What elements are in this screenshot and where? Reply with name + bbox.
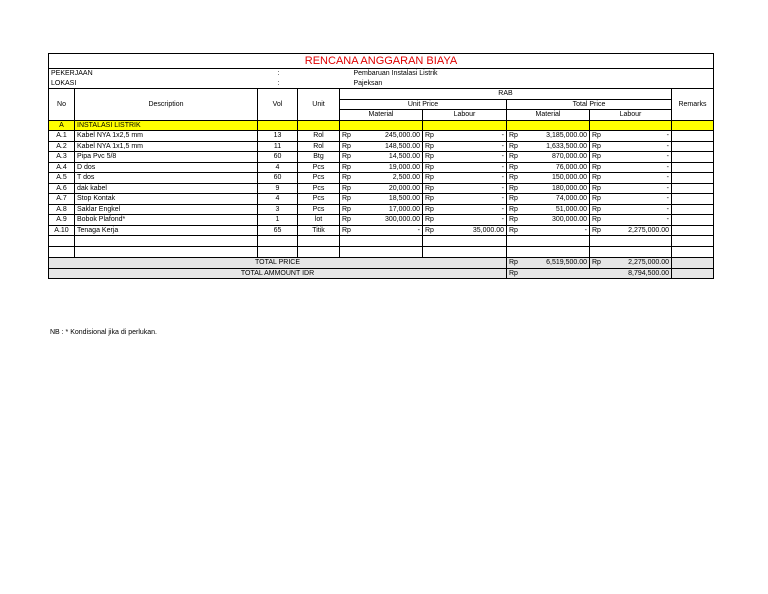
currency-label: Rp — [590, 215, 602, 226]
unit-price-labour: - — [435, 141, 507, 152]
total-price-material: 180,000.00 — [519, 183, 590, 194]
total-price-material: - — [519, 225, 590, 236]
currency-label: Rp — [507, 194, 519, 205]
item-unit: Pcs — [298, 162, 340, 173]
lokasi-sep: : — [258, 79, 352, 89]
currency-label: Rp — [340, 141, 352, 152]
item-vol: 1 — [258, 215, 298, 226]
header-up-material: Material — [340, 110, 423, 121]
total-amount-value: 8,794,500.00 — [519, 268, 672, 279]
currency-label: Rp — [590, 141, 602, 152]
item-unit: Pcs — [298, 183, 340, 194]
item-no: A.5 — [49, 173, 75, 184]
item-no: A.10 — [49, 225, 75, 236]
currency-label: Rp — [507, 183, 519, 194]
item-remarks — [672, 131, 714, 142]
item-vol: 9 — [258, 183, 298, 194]
item-unit: Pcs — [298, 194, 340, 205]
pekerjaan-label: PEKERJAAN — [49, 69, 258, 79]
header-unit-price: Unit Price — [340, 99, 507, 110]
unit-price-labour: - — [435, 194, 507, 205]
currency-label: Rp — [507, 173, 519, 184]
currency-label: Rp — [507, 152, 519, 163]
item-vol: 13 — [258, 131, 298, 142]
currency-label: Rp — [590, 131, 602, 142]
lokasi-value: Pajeksan — [352, 79, 714, 89]
item-description: Pipa Pvc 5/8 — [75, 152, 258, 163]
item-description: D dos — [75, 162, 258, 173]
item-description: Kabel NYA 1x2,5 mm — [75, 131, 258, 142]
currency-label: Rp — [590, 194, 602, 205]
unit-price-material: 14,500.00 — [352, 152, 423, 163]
total-price-material: 76,000.00 — [519, 162, 590, 173]
unit-price-labour: - — [435, 162, 507, 173]
total-price-material: 74,000.00 — [519, 194, 590, 205]
currency-label: Rp — [507, 225, 519, 236]
total-price-labour: - — [602, 204, 672, 215]
total-price-row — [49, 258, 714, 269]
currency-label: Rp — [423, 152, 435, 163]
currency-label: Rp — [590, 162, 602, 173]
currency-label: Rp — [423, 204, 435, 215]
table-row — [49, 194, 714, 205]
table-row — [49, 131, 714, 142]
currency-label: Rp — [423, 173, 435, 184]
currency-label: Rp — [590, 204, 602, 215]
page-title: RENCANA ANGGARAN BIAYA — [49, 54, 714, 69]
item-description: Kabel NYA 1x1,5 mm — [75, 141, 258, 152]
rab-table — [48, 53, 714, 279]
total-price-labour: - — [602, 152, 672, 163]
item-description: T dos — [75, 173, 258, 184]
pekerjaan-value: Pembaruan Instalasi Listrik — [352, 69, 714, 79]
total-price-labour: - — [602, 173, 672, 184]
currency-label: Rp — [340, 183, 352, 194]
item-no: A.2 — [49, 141, 75, 152]
currency-label: Rp — [340, 215, 352, 226]
currency-label: Rp — [590, 173, 602, 184]
table-row — [49, 152, 714, 163]
unit-price-material: 2,500.00 — [352, 173, 423, 184]
item-description: dak kabel — [75, 183, 258, 194]
total-amount-label: TOTAL AMMOUNT IDR — [49, 268, 507, 279]
header-tp-material: Material — [507, 110, 590, 121]
unit-price-labour: - — [435, 183, 507, 194]
unit-price-labour: 35,000.00 — [435, 225, 507, 236]
item-no: A.9 — [49, 215, 75, 226]
item-vol: 65 — [258, 225, 298, 236]
currency-label: Rp — [340, 225, 352, 236]
budget-sheet — [48, 53, 713, 279]
item-remarks — [672, 162, 714, 173]
item-vol: 4 — [258, 194, 298, 205]
unit-price-material: 18,500.00 — [352, 194, 423, 205]
unit-price-material: 20,000.00 — [352, 183, 423, 194]
currency-label: Rp — [590, 183, 602, 194]
item-description: Bobok Plafond* — [75, 215, 258, 226]
currency-label: Rp — [340, 162, 352, 173]
item-remarks — [672, 183, 714, 194]
unit-price-material: 148,500.00 — [352, 141, 423, 152]
header-unit: Unit — [298, 89, 340, 121]
item-vol: 60 — [258, 173, 298, 184]
lokasi-label: LOKASI — [49, 79, 258, 89]
currency-label: Rp — [507, 215, 519, 226]
header-vol: Vol — [258, 89, 298, 121]
header-tp-labour: Labour — [590, 110, 672, 121]
currency-label: Rp — [423, 194, 435, 205]
currency-label: Rp — [423, 141, 435, 152]
section-row — [49, 120, 714, 131]
section-no: A — [49, 120, 75, 131]
footnote: NB : * Kondisional jika di perlukan. — [50, 329, 158, 336]
header-description: Description — [75, 89, 258, 121]
item-unit: Titik — [298, 225, 340, 236]
item-vol: 11 — [258, 141, 298, 152]
total-price-material: 3,185,000.00 — [519, 131, 590, 142]
item-vol: 4 — [258, 162, 298, 173]
currency-label: Rp — [507, 204, 519, 215]
table-row — [49, 225, 714, 236]
total-labour-value: 2,275,000.00 — [602, 258, 672, 269]
currency-label: Rp — [507, 258, 519, 269]
total-material-value: 6,519,500.00 — [519, 258, 590, 269]
item-unit: Rol — [298, 131, 340, 142]
section-description: INSTALASI LISTRIK — [75, 120, 258, 131]
total-price-labour: - — [602, 183, 672, 194]
currency-label: Rp — [340, 194, 352, 205]
currency-label: Rp — [423, 131, 435, 142]
header-up-labour: Labour — [423, 110, 507, 121]
total-price-labour: 2,275,000.00 — [602, 225, 672, 236]
total-price-material: 300,000.00 — [519, 215, 590, 226]
item-description: Saklar Engkel — [75, 204, 258, 215]
item-no: A.7 — [49, 194, 75, 205]
currency-label: Rp — [590, 225, 602, 236]
table-row — [49, 162, 714, 173]
item-unit: Btg — [298, 152, 340, 163]
total-price-labour: - — [602, 215, 672, 226]
unit-price-material: 19,000.00 — [352, 162, 423, 173]
table-row — [49, 215, 714, 226]
unit-price-labour: - — [435, 173, 507, 184]
item-unit: lot — [298, 215, 340, 226]
item-no: A.8 — [49, 204, 75, 215]
header-rab: RAB — [340, 89, 672, 100]
unit-price-material: 245,000.00 — [352, 131, 423, 142]
unit-price-labour: - — [435, 204, 507, 215]
header-total-price: Total Price — [507, 99, 672, 110]
item-description: Stop Kontak — [75, 194, 258, 205]
total-price-material: 51,000.00 — [519, 204, 590, 215]
unit-price-material: 17,000.00 — [352, 204, 423, 215]
unit-price-labour: - — [435, 152, 507, 163]
item-unit: Rol — [298, 141, 340, 152]
currency-label: Rp — [590, 152, 602, 163]
table-row — [49, 141, 714, 152]
item-no: A.1 — [49, 131, 75, 142]
total-price-labour: - — [602, 141, 672, 152]
header-no: No — [49, 89, 75, 121]
currency-label: Rp — [423, 225, 435, 236]
total-price-labour: - — [602, 131, 672, 142]
total-amount-row — [49, 268, 714, 279]
item-no: A.3 — [49, 152, 75, 163]
currency-label: Rp — [590, 258, 602, 269]
item-remarks — [672, 204, 714, 215]
total-price-material: 870,000.00 — [519, 152, 590, 163]
item-vol: 3 — [258, 204, 298, 215]
currency-label: Rp — [423, 215, 435, 226]
pekerjaan-sep: : — [258, 69, 352, 79]
currency-label: Rp — [423, 162, 435, 173]
currency-label: Rp — [507, 131, 519, 142]
table-row — [49, 173, 714, 184]
unit-price-material: 300,000.00 — [352, 215, 423, 226]
total-price-label: TOTAL PRICE — [49, 258, 507, 269]
currency-label: Rp — [423, 183, 435, 194]
table-row — [49, 204, 714, 215]
unit-price-labour: - — [435, 131, 507, 142]
item-remarks — [672, 225, 714, 236]
total-price-labour: - — [602, 194, 672, 205]
item-remarks — [672, 173, 714, 184]
item-remarks — [672, 215, 714, 226]
item-remarks — [672, 141, 714, 152]
unit-price-material: - — [352, 225, 423, 236]
item-no: A.6 — [49, 183, 75, 194]
currency-label: Rp — [340, 131, 352, 142]
currency-label: Rp — [340, 152, 352, 163]
total-price-material: 150,000.00 — [519, 173, 590, 184]
table-row — [49, 183, 714, 194]
item-remarks — [672, 194, 714, 205]
unit-price-labour: - — [435, 215, 507, 226]
header-remarks: Remarks — [672, 89, 714, 121]
currency-label: Rp — [340, 173, 352, 184]
item-no: A.4 — [49, 162, 75, 173]
item-description: Tenaga Kerja — [75, 225, 258, 236]
total-price-material: 1,633,500.00 — [519, 141, 590, 152]
item-vol: 60 — [258, 152, 298, 163]
currency-label: Rp — [340, 204, 352, 215]
currency-label: Rp — [507, 141, 519, 152]
item-unit: Pcs — [298, 204, 340, 215]
currency-label: Rp — [507, 162, 519, 173]
currency-label: Rp — [507, 268, 519, 279]
total-price-labour: - — [602, 162, 672, 173]
item-unit: Pcs — [298, 173, 340, 184]
item-remarks — [672, 152, 714, 163]
